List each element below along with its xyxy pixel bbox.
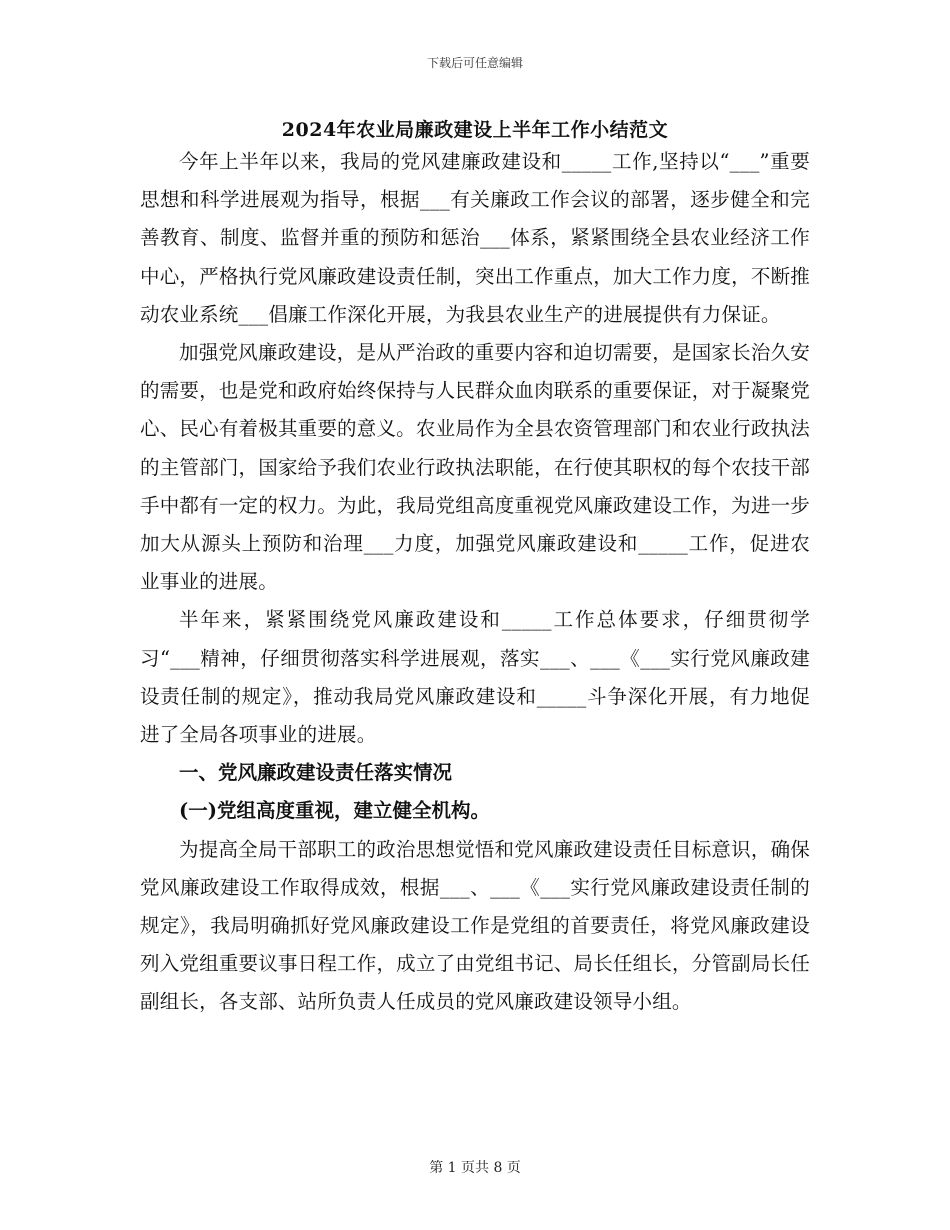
paragraph-3: 半年来，紧紧围绕党风廉政建设和_____工作总体要求，仔细贯彻学习“___精神，仔细贯彻落实科学进展观，落实___、___《___实行党风廉政建设责任制的规定》，推动我局党风廉政建设和_____斗争深化开展，有力地促进了全局各项事业的进展。 — [140, 608, 810, 747]
paragraph-4: 为提高全局干部职工的政治思想觉悟和党风廉政建设责任目标意识，确保党风廉政建设工作取得成效，根据___、___《___实行党风廉政建设责任制的规定》，我局明确抓好党风廉政建设工作是党组的首要责任，将党风廉政建设列入党组重要议事日程工作，成立了由党组书记、局长任组长，分管副局长任副组长，各支部、站所负责人任成员的党风廉政建设领导小组。 — [140, 837, 810, 1014]
section-heading: 一、党风廉政建设责任落实情况 — [179, 761, 453, 785]
document-body — [140, 143, 810, 1022]
subsection-heading: (一)党组高度重视，建立健全机构。 — [179, 799, 490, 823]
paragraph-2: 加强党风廉政建设，是从严治政的重要内容和迫切需要，是国家长治久安的需要，也是党和政府始终保持与人民群众血肉联系的重要保证，对于凝聚党心、民心有着极其重要的意义。农业局作为全县农资管理部门和农业行政执法的主管部门，国家给予我们农业行政执法职能，在行使其职权的每个农技干部手中都有一定的权力。为此，我局党组高度重视党风廉政建设工作，为进一步加大从源头上预防和治理___力度，加强党风廉政建设和_____工作，促进农业事业的进展。 — [140, 341, 810, 594]
paragraph-1: 今年上半年以来，我局的党风建廉政建设和_____工作,坚持以“___”重要思想和科学进展观为指导，根据___有关廉政工作会议的部署，逐步健全和完善教育、制度、监督并重的预防和惩治___体系，紧紧围绕全县农业经济工作中心，严格执行党风廉政建设责任制，突出工作重点，加大工作力度，不断推动农业系统___倡廉工作深化开展，为我县农业生产的进展提供有力保证。 — [140, 150, 810, 326]
document-title: 2024年农业局廉政建设上半年工作小结范文 — [281, 119, 669, 141]
page-indicator: 第 1 页共 8 页 — [429, 1160, 521, 1176]
header-note: 下载后可任意编辑 — [426, 56, 523, 70]
